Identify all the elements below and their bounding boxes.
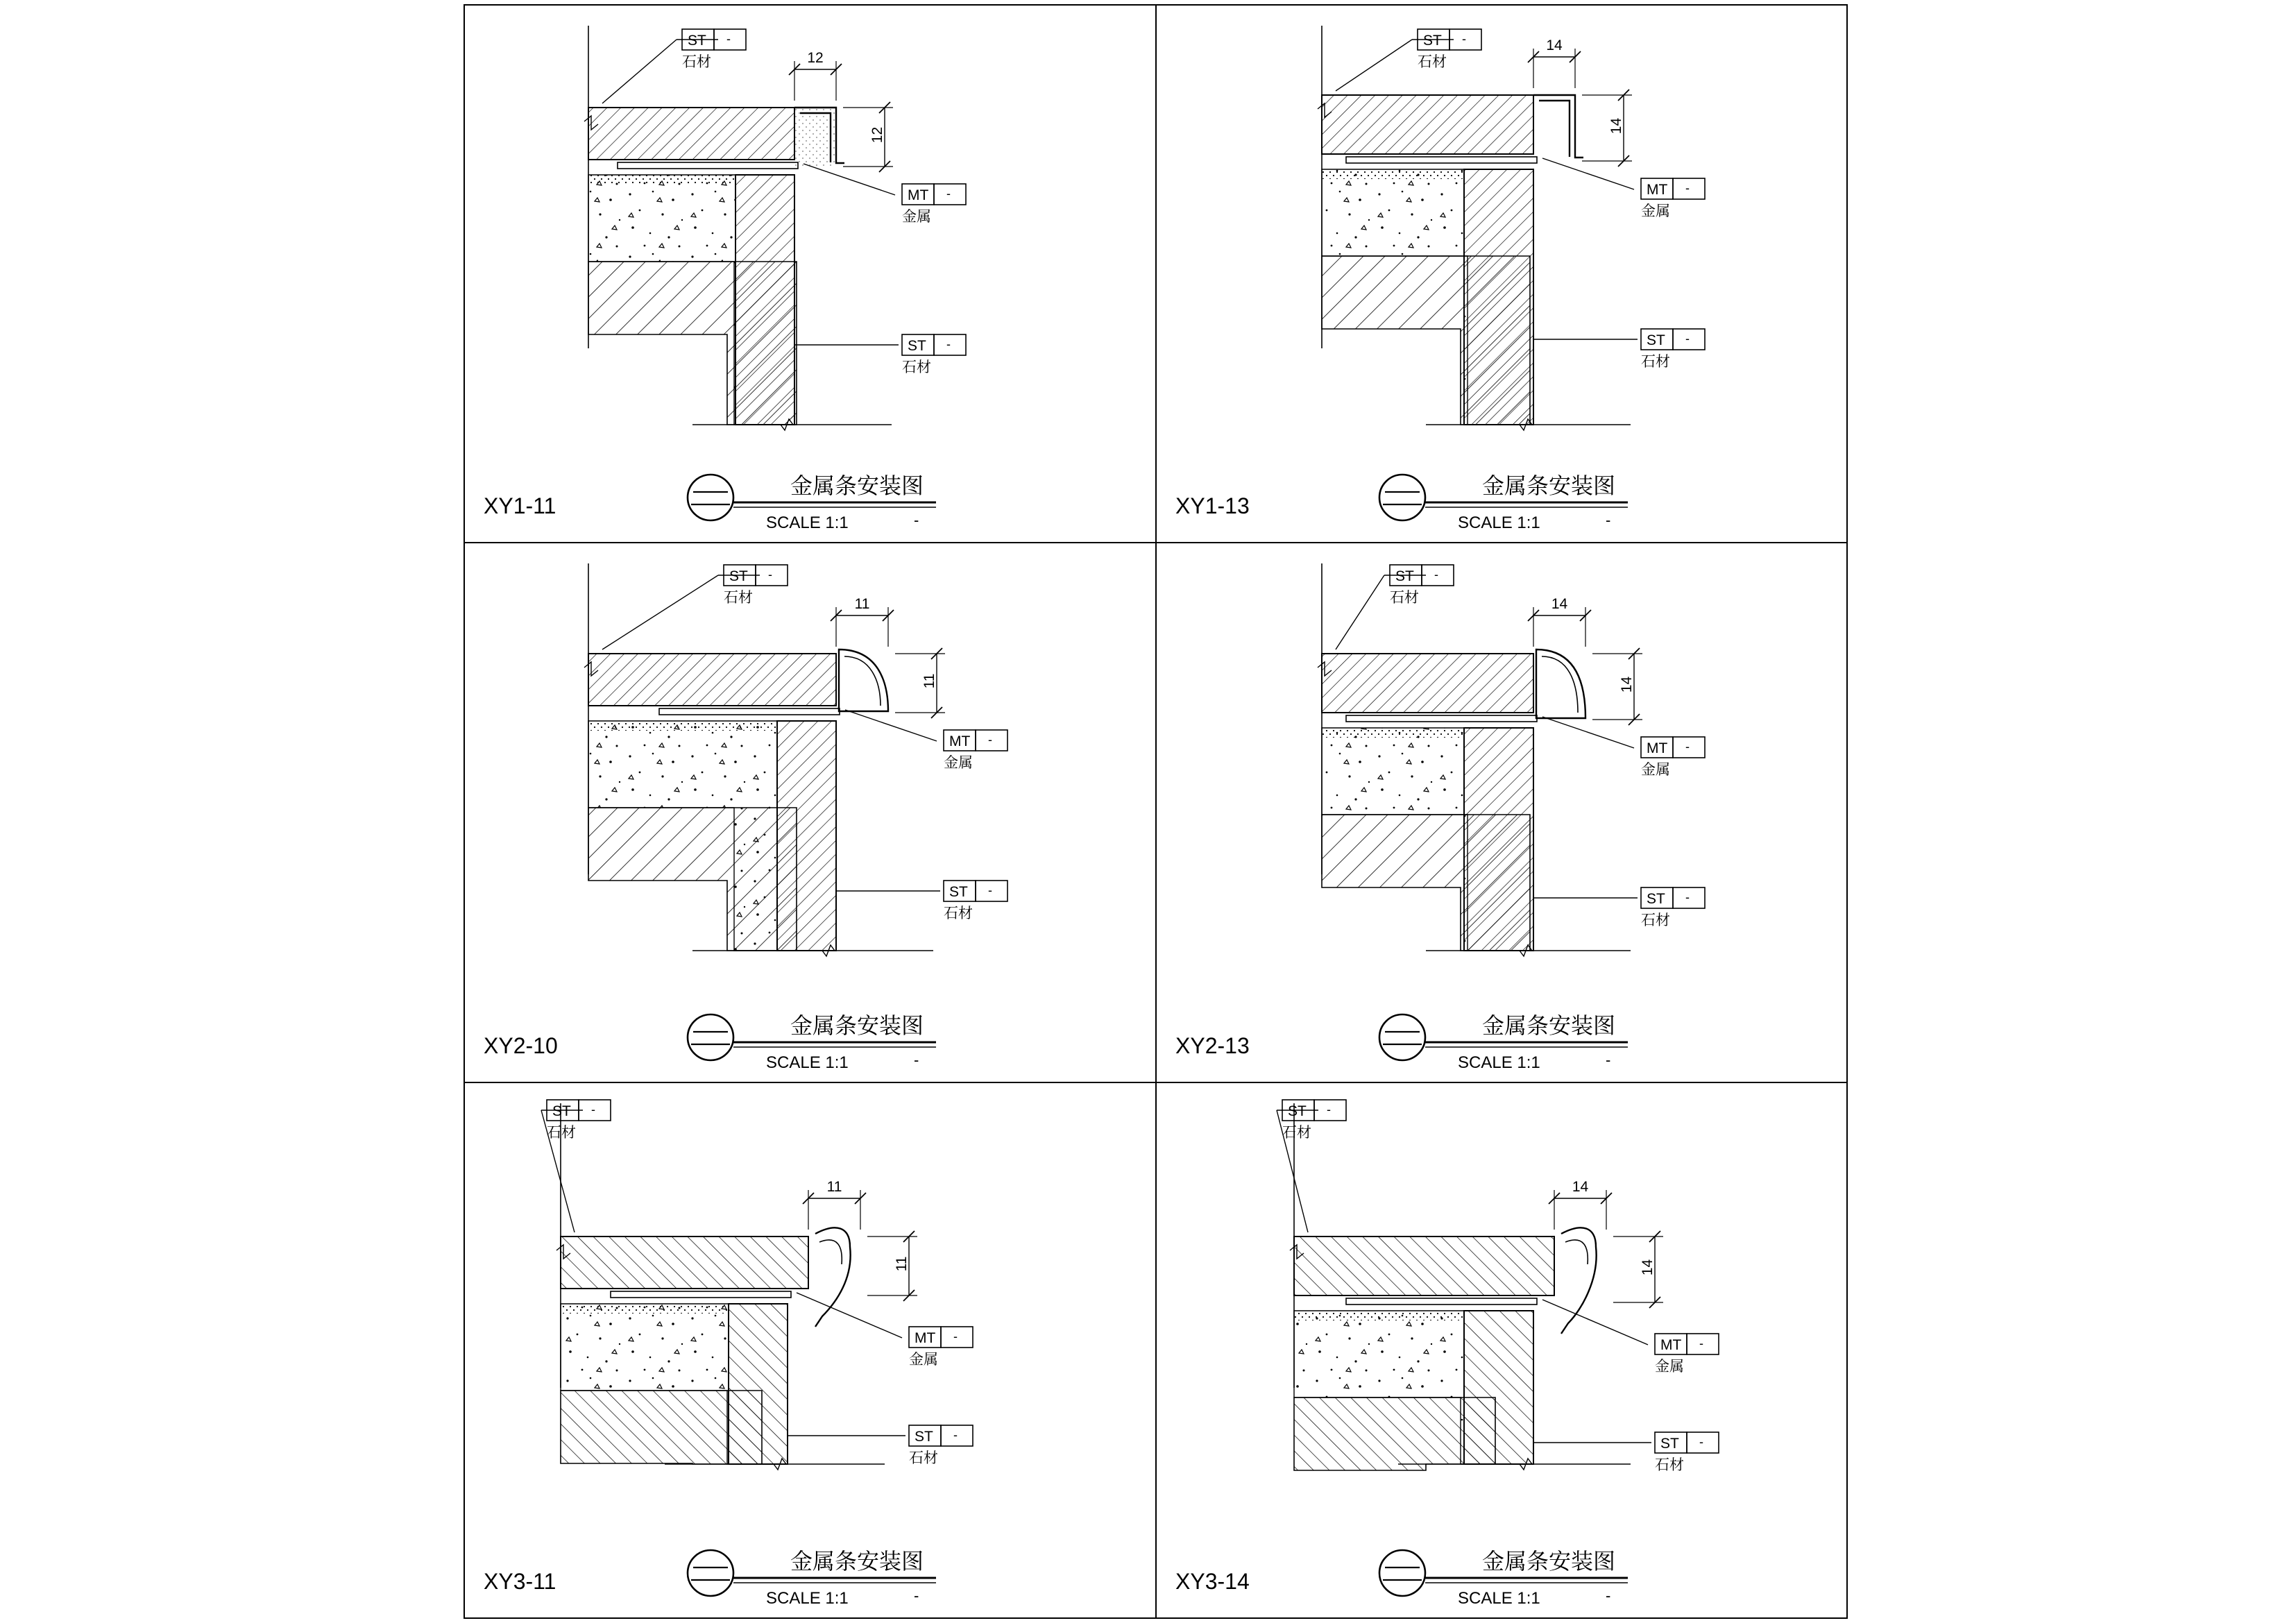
tag-suffix: - (1327, 1103, 1331, 1116)
tag-material-name: 石材 (944, 906, 973, 921)
side-stone (1464, 1311, 1533, 1464)
detail-symbol-circle (688, 475, 733, 520)
tag-material-name: 石材 (1655, 1457, 1684, 1473)
scale-label: SCALE 1:1 (766, 1589, 849, 1608)
tag-code: ST (552, 1103, 571, 1119)
scale-suffix: - (914, 1051, 919, 1069)
scale-label: SCALE 1:1 (766, 1053, 849, 1072)
stone-slab (588, 108, 794, 160)
detail-title: 金属条安装图 (1482, 1549, 1616, 1574)
dimension-width: 14 (1572, 1179, 1589, 1195)
dimension-width: 11 (826, 1179, 842, 1195)
detail-code: XY1-11 (484, 493, 556, 518)
tag-material-name: 石材 (909, 1450, 938, 1466)
detail-title: 金属条安装图 (1482, 473, 1616, 498)
tag-material-name: 金属 (1655, 1359, 1684, 1375)
dimension-height: 14 (1619, 676, 1635, 693)
tag-suffix: - (1699, 1336, 1703, 1350)
tag-code: MT (1660, 1337, 1682, 1353)
tag-code: ST (1660, 1436, 1679, 1452)
tag-material-name: 石材 (1418, 54, 1447, 70)
detail-panels (464, 5, 1847, 1618)
tag-suffix: - (988, 883, 992, 897)
stone-material-tag (1282, 1100, 1346, 1141)
stone-material-tag (1390, 565, 1454, 606)
scale-suffix: - (1606, 511, 1611, 529)
stone-slab (1294, 1237, 1554, 1295)
stone-slab (588, 654, 836, 706)
metal-profile-hook (815, 1227, 851, 1327)
tag-suffix: - (953, 1329, 958, 1343)
dimension-height: 14 (1640, 1259, 1656, 1276)
detail-title: 金属条安装图 (790, 1013, 924, 1038)
scale-label: SCALE 1:1 (1458, 1053, 1540, 1072)
stone-material-tag (547, 1100, 611, 1141)
detail-panel-xy1-13 (1156, 5, 1847, 543)
tag-suffix: - (1685, 740, 1690, 754)
tag-code: MT (949, 733, 971, 749)
metal-material-tag (1655, 1334, 1719, 1375)
tag-material-name: 石材 (1641, 912, 1670, 928)
detail-code: XY2-13 (1175, 1033, 1250, 1058)
tag-suffix: - (946, 337, 951, 351)
stone-slab (1322, 654, 1533, 713)
dimension-height: 11 (894, 1256, 910, 1272)
tag-code: ST (915, 1429, 933, 1445)
masonry-block (588, 808, 797, 951)
detail-code: XY1-13 (1175, 493, 1250, 518)
tag-suffix: - (1685, 890, 1690, 904)
tag-suffix: - (1685, 181, 1690, 195)
tag-suffix: - (1434, 568, 1438, 581)
tag-material-name: 金属 (1641, 203, 1670, 219)
detail-symbol-circle (1379, 1550, 1425, 1596)
scale-label: SCALE 1:1 (1458, 1589, 1540, 1608)
detail-symbol-circle (688, 1014, 733, 1060)
tag-code: ST (908, 338, 926, 354)
metal-strip-flange (1346, 1298, 1537, 1305)
dimension-height: 14 (1608, 117, 1624, 135)
side-stone-material-tag (1641, 887, 1705, 928)
tag-code: ST (688, 33, 706, 49)
detail-panel-xy1-11 (464, 5, 1156, 543)
tag-code: ST (1423, 33, 1442, 49)
tag-code: MT (915, 1330, 936, 1346)
scale-suffix: - (914, 511, 919, 529)
tag-suffix: - (726, 32, 731, 46)
stone-material-tag (724, 565, 788, 606)
scale-label: SCALE 1:1 (1458, 513, 1540, 532)
metal-strip-flange (618, 162, 798, 169)
tag-suffix: - (946, 187, 951, 201)
detail-panel-xy2-10 (464, 543, 1156, 1082)
dimension-height: 11 (921, 673, 937, 689)
metal-material-tag (1641, 737, 1705, 778)
detail-title: 金属条安装图 (790, 473, 924, 498)
dimension-width: 14 (1551, 596, 1568, 612)
stone-slab (561, 1237, 808, 1289)
tag-code: ST (1647, 891, 1665, 907)
metal-profile-square (1533, 95, 1583, 158)
side-stone-material-tag (902, 334, 966, 375)
metal-profile-hook (1561, 1227, 1597, 1334)
detail-panel-xy3-14 (1156, 1082, 1847, 1618)
tag-suffix: - (1699, 1435, 1703, 1449)
tag-material-name: 金属 (909, 1352, 938, 1368)
tag-code: MT (1647, 740, 1668, 756)
detail-code: XY3-14 (1175, 1569, 1250, 1594)
panel-frame (464, 5, 1156, 543)
metal-strip-flange (611, 1291, 791, 1298)
scale-suffix: - (1606, 1051, 1611, 1069)
dimension-width: 12 (807, 50, 824, 66)
tag-material-name: 石材 (902, 359, 931, 375)
tag-suffix: - (768, 568, 772, 581)
side-stone (729, 1304, 788, 1464)
detail-symbol-circle (1379, 1014, 1425, 1060)
tag-material-name: 金属 (902, 209, 931, 225)
metal-material-tag (909, 1327, 973, 1368)
detail-symbol-circle (688, 1550, 733, 1596)
metal-material-tag (944, 730, 1007, 771)
detail-code: XY2-10 (484, 1033, 558, 1058)
tag-suffix: - (953, 1428, 958, 1442)
tag-code: ST (1647, 332, 1665, 348)
detail-title: 金属条安装图 (790, 1549, 924, 1574)
tag-suffix: - (988, 733, 992, 747)
metal-strip-flange (659, 708, 840, 715)
detail-panel-xy3-11 (464, 1082, 1156, 1618)
side-stone-material-tag (944, 881, 1007, 921)
tag-material-name: 金属 (1641, 762, 1670, 778)
stone-slab (1322, 95, 1533, 154)
side-stone-material-tag (1655, 1432, 1719, 1473)
stone-material-tag (1418, 29, 1481, 70)
side-stone (1464, 169, 1533, 425)
side-stone (777, 721, 836, 951)
tag-code: ST (729, 568, 748, 584)
scale-suffix: - (1606, 1587, 1611, 1604)
detail-symbol-circle (1379, 475, 1425, 520)
dimension-height: 12 (869, 126, 885, 144)
scale-suffix: - (914, 1587, 919, 1604)
tag-code: MT (908, 187, 929, 203)
dimension-width: 11 (854, 596, 870, 612)
detail-code: XY3-11 (484, 1569, 556, 1594)
tag-material-name: 石材 (547, 1125, 576, 1141)
metal-strip-flange (1346, 157, 1537, 163)
side-stone (1464, 728, 1533, 951)
tag-material-name: 石材 (1282, 1125, 1311, 1141)
tag-material-name: 金属 (944, 755, 973, 771)
stone-material-tag (682, 29, 746, 70)
metal-strip-flange (1346, 715, 1537, 722)
tag-material-name: 石材 (1390, 590, 1419, 606)
tag-material-name: 石材 (724, 590, 753, 606)
detail-title: 金属条安装图 (1482, 1013, 1616, 1038)
tag-material-name: 石材 (682, 54, 711, 70)
tag-suffix: - (1685, 332, 1690, 346)
side-stone-material-tag (909, 1425, 973, 1466)
side-stone-material-tag (1641, 329, 1705, 370)
scale-label: SCALE 1:1 (766, 513, 849, 532)
tag-material-name: 石材 (1641, 354, 1670, 370)
tag-code: ST (1288, 1103, 1307, 1119)
tag-suffix: - (1462, 32, 1466, 46)
side-stone (735, 175, 794, 425)
tag-code: MT (1647, 182, 1668, 198)
tag-code: ST (949, 884, 968, 900)
tag-suffix: - (591, 1103, 595, 1116)
dimension-width: 14 (1546, 37, 1563, 53)
tag-code: ST (1395, 568, 1414, 584)
metal-material-tag (902, 184, 966, 225)
detail-panel-xy2-13 (1156, 543, 1847, 1082)
metal-material-tag (1641, 178, 1705, 219)
